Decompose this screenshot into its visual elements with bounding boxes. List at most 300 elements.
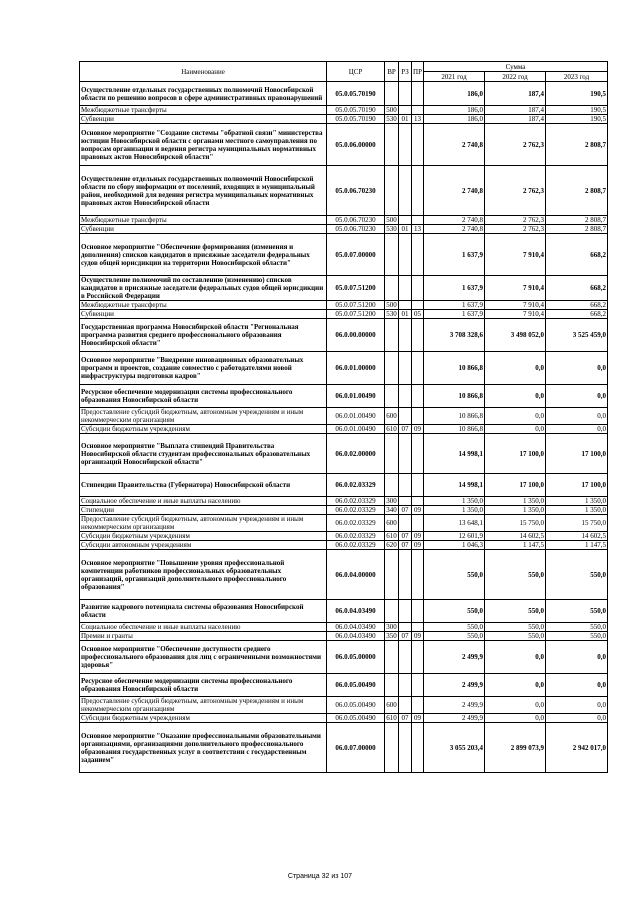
table-row [80, 385, 608, 408]
cell-name: Осуществление отдельных государственных полномочий Новосибирской области по решению вопросов в сфере административных правонарушений [80, 82, 327, 106]
cell-csr: 06.0.01.00490 [327, 408, 385, 425]
cell-y2022: 7 910,4 [485, 301, 546, 310]
cell-rz: 07 [399, 506, 412, 515]
cell-vr [385, 385, 399, 408]
cell-vr [385, 82, 399, 106]
cell-pr [412, 674, 424, 697]
cell-rz [399, 385, 412, 408]
cell-pr [412, 474, 424, 497]
cell-pr: 13 [412, 115, 424, 124]
table-row [80, 550, 608, 600]
header-2021: 2021 год [424, 72, 485, 82]
cell-y2021: 13 648,1 [424, 515, 485, 532]
cell-y2021: 186,0 [424, 106, 485, 115]
cell-name: Субвенции [80, 115, 327, 124]
cell-csr: 06.0.05.00490 [327, 714, 385, 723]
cell-y2023: 15 750,0 [546, 515, 608, 532]
cell-pr [412, 276, 424, 301]
cell-y2023: 190,5 [546, 82, 608, 106]
cell-y2021: 2 499,9 [424, 697, 485, 714]
cell-pr [412, 723, 424, 773]
cell-y2022: 0,0 [485, 425, 546, 434]
cell-csr: 06.0.05.00000 [327, 641, 385, 674]
cell-name: Основное мероприятие "Оказание профессиональными образовательными организациями, организациями дополнительного профессионального образования государственных услуг в соответствии с государственным заданием" [80, 723, 327, 773]
cell-vr: 300 [386, 497, 397, 505]
cell-y2023: 0,0 [546, 714, 608, 723]
cell-name: Основное мероприятие "Выплата стипендий Правительства Новосибирской области студентам профессиональных образовательных организаций Новосибирской области" [80, 434, 327, 474]
cell-csr: 06.0.02.00000 [327, 434, 385, 474]
cell-name: Субсидии бюджетным учреждениям [80, 714, 327, 723]
cell-name: Предоставление субсидий бюджетным, автономным учреждениям и иным некоммерческим организациям [80, 515, 327, 532]
cell-rz [399, 674, 412, 697]
cell-y2021: 1 046,3 [424, 541, 485, 550]
cell-rz [399, 319, 412, 352]
cell-csr: 06.0.02.03329 [327, 506, 385, 515]
table-row [80, 641, 608, 674]
cell-y2022: 187,4 [485, 82, 546, 106]
cell-vr [385, 234, 399, 276]
cell-csr: 05.0.07.51200 [327, 301, 385, 310]
cell-vr: 530 [386, 115, 397, 123]
cell-rz: 01 [399, 310, 412, 319]
cell-name: Межбюджетные трансферты [80, 106, 327, 115]
cell-rz [399, 352, 412, 385]
cell-y2021: 2 499,9 [424, 674, 485, 697]
cell-rz: 07 [399, 541, 412, 550]
cell-y2023: 0,0 [546, 674, 608, 697]
cell-name: Премии и гранты [80, 632, 327, 641]
cell-rz [399, 216, 412, 225]
cell-y2022: 187,4 [485, 115, 546, 124]
cell-rz [399, 697, 412, 714]
cell-y2021: 14 998,1 [424, 434, 485, 474]
cell-y2023: 1 350,0 [546, 497, 608, 506]
cell-y2021: 550,0 [424, 600, 485, 623]
cell-vr [385, 550, 399, 600]
cell-y2022: 2 899 073,9 [485, 723, 546, 773]
cell-y2022: 550,0 [485, 600, 546, 623]
table-row [80, 301, 608, 310]
cell-vr: 610 [386, 532, 397, 540]
cell-csr: 06.0.04.00000 [327, 550, 385, 600]
cell-pr: 09 [412, 632, 424, 641]
cell-name: Межбюджетные трансферты [80, 301, 327, 310]
table-row [80, 319, 608, 352]
cell-name: Субвенции [80, 310, 327, 319]
cell-rz: 01 [399, 115, 412, 124]
cell-y2021: 10 866,8 [424, 385, 485, 408]
cell-y2023: 14 602,5 [546, 532, 608, 541]
table-row [80, 434, 608, 474]
cell-csr: 06.0.02.03329 [327, 474, 385, 497]
cell-y2021: 550,0 [424, 632, 485, 641]
cell-y2021: 3 708 328,6 [424, 319, 485, 352]
cell-csr: 05.0.06.00000 [327, 124, 385, 166]
cell-y2023: 2 942 017,0 [546, 723, 608, 773]
cell-rz [399, 124, 412, 166]
cell-csr: 05.0.06.70230 [327, 216, 385, 225]
cell-y2021: 10 866,8 [424, 352, 485, 385]
cell-name: Основное мероприятие "Обеспечение формирования (изменения и дополнения) списков кандидатов в присяжные заседатели федеральных судов общей юрисдикции на территории Новосибирской области" [80, 234, 327, 276]
cell-y2022: 2 762,3 [485, 124, 546, 166]
cell-vr: 340 [386, 506, 397, 514]
cell-pr [412, 550, 424, 600]
cell-y2023: 190,5 [546, 115, 608, 124]
table-row [80, 714, 608, 723]
cell-name: Развитие кадрового потенциала системы образования Новосибирской области [80, 600, 327, 623]
cell-y2023: 0,0 [546, 425, 608, 434]
cell-csr: 05.0.05.70190 [327, 106, 385, 115]
cell-rz [399, 600, 412, 623]
cell-name: Социальное обеспечение и иные выплаты населению [80, 623, 327, 632]
table-row [80, 106, 608, 115]
cell-y2023: 1 147,5 [546, 541, 608, 550]
table-row [80, 674, 608, 697]
cell-y2022: 0,0 [485, 697, 546, 714]
cell-y2023: 17 100,0 [546, 474, 608, 497]
cell-name: Субсидии бюджетным учреждениям [80, 532, 327, 541]
cell-rz [399, 408, 412, 425]
cell-pr [412, 600, 424, 623]
cell-csr: 06.0.04.03490 [327, 600, 385, 623]
table-row [80, 225, 608, 234]
cell-y2022: 7 910,4 [485, 276, 546, 301]
cell-csr: 06.0.01.00490 [327, 425, 385, 434]
cell-y2022: 1 147,5 [485, 541, 546, 550]
cell-vr: 600 [385, 697, 399, 714]
table-row [80, 115, 608, 124]
cell-name: Предоставление субсидий бюджетным, автономным учреждениям и иным некоммерческим организациям [80, 408, 327, 425]
cell-rz [399, 82, 412, 106]
cell-csr: 05.0.05.70190 [327, 115, 385, 124]
cell-y2022: 0,0 [485, 408, 546, 425]
cell-csr: 05.0.07.00000 [327, 234, 385, 276]
cell-vr [385, 434, 399, 474]
cell-pr [412, 408, 424, 425]
cell-y2023: 2 808,7 [546, 166, 608, 216]
cell-vr [385, 474, 399, 497]
cell-vr [385, 674, 399, 697]
table-header [80, 62, 608, 82]
cell-name: Ресурсное обеспечение модернизации системы профессионального образования Новосибирской области [80, 385, 327, 408]
cell-vr: 500 [386, 106, 397, 114]
table-row [80, 697, 608, 714]
cell-y2021: 1 637,9 [424, 301, 485, 310]
cell-pr [412, 385, 424, 408]
cell-csr: 06.0.00.00000 [327, 319, 385, 352]
table-row [80, 310, 608, 319]
cell-y2021: 14 998,1 [424, 474, 485, 497]
cell-y2021: 1 350,0 [424, 497, 485, 506]
cell-name: Субсидии бюджетным учреждениям [80, 425, 327, 434]
cell-pr [412, 216, 424, 225]
cell-rz [399, 301, 412, 310]
cell-name: Основное мероприятие "Внедрение инновационных образовательных программ и проектов, создание совместно с работодателями новой инфраструктуры подготовки кадров" [80, 352, 327, 385]
cell-y2022: 550,0 [485, 550, 546, 600]
table-row [80, 408, 608, 425]
cell-pr: 09 [412, 425, 424, 434]
cell-y2023: 0,0 [546, 641, 608, 674]
cell-pr [412, 352, 424, 385]
cell-vr [385, 166, 399, 216]
cell-y2023: 668,2 [546, 310, 608, 319]
table-row [80, 623, 608, 632]
cell-name: Государственная программа Новосибирской области "Региональная программа развития среднего профессионального образования Новосибирской области" [80, 319, 327, 352]
cell-y2022: 1 350,0 [485, 497, 546, 506]
cell-rz: 01 [399, 225, 412, 234]
cell-pr [412, 623, 424, 632]
table-row [80, 600, 608, 623]
budget-table [79, 61, 608, 773]
table-row [80, 166, 608, 216]
cell-y2023: 0,0 [546, 697, 608, 714]
cell-vr [385, 124, 399, 166]
cell-y2022: 2 762,3 [485, 166, 546, 216]
cell-y2023: 0,0 [546, 408, 608, 425]
cell-csr: 06.0.01.00000 [327, 352, 385, 385]
cell-csr: 05.0.06.70230 [327, 225, 385, 234]
cell-y2022: 17 100,0 [485, 434, 546, 474]
cell-csr: 05.0.07.51200 [327, 276, 385, 301]
cell-y2022: 550,0 [485, 623, 546, 632]
cell-y2022: 0,0 [485, 352, 546, 385]
table-body [80, 82, 608, 773]
cell-pr [412, 124, 424, 166]
cell-pr [412, 697, 424, 714]
cell-y2022: 15 750,0 [485, 515, 546, 532]
cell-vr: 300 [386, 623, 397, 631]
cell-vr: 500 [386, 301, 397, 309]
header-sum: Сумма [424, 62, 608, 72]
table-row [80, 541, 608, 550]
cell-y2022: 0,0 [485, 674, 546, 697]
cell-pr: 13 [412, 225, 424, 234]
cell-y2023: 550,0 [546, 632, 608, 641]
cell-y2023: 550,0 [546, 623, 608, 632]
cell-name: Предоставление субсидий бюджетным, автономным учреждениям и иным некоммерческим организациям [80, 697, 327, 714]
cell-y2022: 17 100,0 [485, 474, 546, 497]
cell-pr: 09 [412, 714, 424, 723]
cell-pr [412, 166, 424, 216]
cell-y2023: 2 808,7 [546, 225, 608, 234]
table-row [80, 474, 608, 497]
cell-pr [412, 234, 424, 276]
cell-name: Субвенции [80, 225, 327, 234]
cell-y2022: 3 498 052,0 [485, 319, 546, 352]
cell-csr: 05.0.07.51200 [327, 310, 385, 319]
cell-y2021: 1 637,9 [424, 310, 485, 319]
cell-name: Субсидии автономным учреждениям [80, 541, 327, 550]
cell-name: Ресурсное обеспечение модернизации системы профессионального образования Новосибирской области [80, 674, 327, 697]
cell-rz [399, 623, 412, 632]
cell-y2023: 668,2 [546, 276, 608, 301]
cell-y2022: 550,0 [485, 632, 546, 641]
cell-y2022: 0,0 [485, 385, 546, 408]
cell-y2023: 668,2 [546, 301, 608, 310]
table-row [80, 82, 608, 106]
cell-rz [399, 434, 412, 474]
cell-y2023: 668,2 [546, 234, 608, 276]
cell-name: Стипендии [80, 506, 327, 515]
cell-pr: 09 [412, 541, 424, 550]
cell-name: Основное мероприятие "Обеспечение доступности среднего профессионального образования для лиц с ограниченными возможностями здоровья" [80, 641, 327, 674]
page-number: Страница 32 из 107 [287, 873, 353, 880]
cell-pr [412, 641, 424, 674]
cell-name: Стипендии Правительства (Губернатора) Новосибирской области [80, 474, 327, 497]
cell-y2023: 0,0 [546, 385, 608, 408]
cell-name: Осуществление полномочий по составлению (изменению) списков кандидатов в присяжные заседатели федеральных судов общей юрисдикции в Российской Федерации [80, 276, 327, 301]
cell-vr: 600 [385, 408, 399, 425]
table-row [80, 632, 608, 641]
cell-y2021: 2 740,8 [424, 124, 485, 166]
cell-vr [385, 276, 399, 301]
header-name: Наименование [80, 62, 327, 82]
table-row [80, 723, 608, 773]
cell-y2022: 187,4 [485, 106, 546, 115]
cell-y2021: 1 637,9 [424, 234, 485, 276]
cell-y2023: 3 525 459,0 [546, 319, 608, 352]
table-row [80, 506, 608, 515]
cell-y2021: 10 866,8 [424, 425, 485, 434]
cell-y2021: 12 601,9 [424, 532, 485, 541]
table-row [80, 425, 608, 434]
cell-pr [412, 434, 424, 474]
cell-y2022: 0,0 [485, 714, 546, 723]
cell-pr: 09 [412, 532, 424, 541]
cell-vr [385, 723, 399, 773]
cell-y2021: 2 740,8 [424, 216, 485, 225]
cell-y2021: 10 866,8 [424, 408, 485, 425]
cell-y2021: 186,0 [424, 82, 485, 106]
cell-csr: 06.0.02.03329 [327, 532, 385, 541]
cell-csr: 06.0.05.00490 [327, 674, 385, 697]
cell-y2021: 2 499,9 [424, 641, 485, 674]
cell-csr: 06.0.04.03490 [327, 623, 385, 632]
header-2022: 2022 год [485, 72, 546, 82]
header-csr: ЦСР [327, 62, 385, 82]
cell-rz: 07 [399, 425, 412, 434]
cell-y2021: 3 055 203,4 [424, 723, 485, 773]
table-row [80, 352, 608, 385]
cell-y2021: 2 740,8 [424, 225, 485, 234]
header-2023: 2023 год [546, 72, 608, 82]
cell-vr: 530 [386, 310, 397, 318]
cell-y2023: 17 100,0 [546, 434, 608, 474]
cell-y2023: 190,5 [546, 106, 608, 115]
cell-y2022: 1 350,0 [485, 506, 546, 515]
cell-pr [412, 106, 424, 115]
cell-y2023: 550,0 [546, 600, 608, 623]
cell-csr: 06.0.02.03329 [327, 497, 385, 506]
cell-name: Межбюджетные трансферты [80, 216, 327, 225]
cell-y2023: 1 350,0 [546, 506, 608, 515]
cell-pr [412, 515, 424, 532]
cell-rz: 07 [399, 632, 412, 641]
cell-vr [385, 641, 399, 674]
cell-vr [385, 600, 399, 623]
cell-vr: 500 [386, 216, 397, 224]
cell-y2023: 550,0 [546, 550, 608, 600]
cell-pr: 05 [412, 310, 424, 319]
cell-y2022: 2 762,3 [485, 225, 546, 234]
cell-csr: 06.0.04.03490 [327, 632, 385, 641]
cell-csr: 06.0.01.00490 [327, 385, 385, 408]
cell-pr [412, 319, 424, 352]
cell-csr: 06.0.07.00000 [327, 723, 385, 773]
cell-y2021: 550,0 [424, 623, 485, 632]
table-row [80, 124, 608, 166]
cell-rz [399, 497, 412, 506]
cell-pr [412, 497, 424, 506]
cell-y2021: 2 740,8 [424, 166, 485, 216]
table-row [80, 216, 608, 225]
cell-pr [412, 82, 424, 106]
cell-y2022: 7 910,4 [485, 310, 546, 319]
cell-rz [399, 550, 412, 600]
cell-csr: 05.0.06.70230 [327, 166, 385, 216]
cell-rz [399, 166, 412, 216]
cell-csr: 05.0.05.70190 [327, 82, 385, 106]
cell-rz [399, 641, 412, 674]
header-pr: ПР [412, 62, 424, 82]
cell-y2021: 1 350,0 [424, 506, 485, 515]
cell-pr [412, 301, 424, 310]
cell-rz [399, 474, 412, 497]
cell-name: Основное мероприятие "Создание системы "обратной связи" министерства юстиции Новосибирской области с органами местного самоуправления по вопросам организации и ведения регистра муниципальных нормативных правовых актов Новосибирской области" [80, 124, 327, 166]
cell-y2023: 0,0 [546, 352, 608, 385]
header-rz: РЗ [399, 62, 412, 82]
cell-y2023: 2 808,7 [546, 124, 608, 166]
cell-csr: 06.0.02.03329 [327, 541, 385, 550]
cell-y2021: 2 499,9 [424, 714, 485, 723]
table-row [80, 234, 608, 276]
cell-y2021: 550,0 [424, 550, 485, 600]
cell-pr: 09 [412, 506, 424, 515]
cell-csr: 06.0.05.00490 [327, 697, 385, 714]
table-row [80, 497, 608, 506]
cell-y2022: 0,0 [485, 641, 546, 674]
cell-name: Основное мероприятие "Повышение уровня профессиональной компетенции работников профессиональных образовательных организаций, организаций дополнительного профессионального образования" [80, 550, 327, 600]
cell-rz [399, 106, 412, 115]
cell-y2021: 1 637,9 [424, 276, 485, 301]
header-vr: ВР [385, 62, 399, 82]
cell-vr [385, 352, 399, 385]
cell-rz: 07 [399, 714, 412, 723]
table-row [80, 515, 608, 532]
table-row [80, 276, 608, 301]
cell-name: Социальное обеспечение и иные выплаты населению [80, 497, 327, 506]
cell-rz [399, 515, 412, 532]
cell-vr: 600 [385, 515, 399, 532]
cell-vr: 620 [386, 541, 397, 549]
cell-y2022: 7 910,4 [485, 234, 546, 276]
cell-y2022: 2 762,3 [485, 216, 546, 225]
cell-vr: 610 [386, 714, 397, 722]
cell-rz: 07 [399, 532, 412, 541]
table-row [80, 532, 608, 541]
cell-vr [385, 319, 399, 352]
cell-y2023: 2 808,7 [546, 216, 608, 225]
cell-rz [399, 234, 412, 276]
cell-y2022: 14 602,5 [485, 532, 546, 541]
cell-csr: 06.0.02.03329 [327, 515, 385, 532]
cell-vr: 530 [386, 225, 397, 233]
cell-rz [399, 276, 412, 301]
cell-vr: 350 [386, 632, 397, 640]
cell-name: Осуществление отдельных государственных полномочий Новосибирской области по сбору информации от поселений, входящих в муниципальный район, необходимой для ведения регистра муниципальных нормативных правовых актов Новосибирской области [80, 166, 327, 216]
cell-y2021: 186,0 [424, 115, 485, 124]
cell-rz [399, 723, 412, 773]
